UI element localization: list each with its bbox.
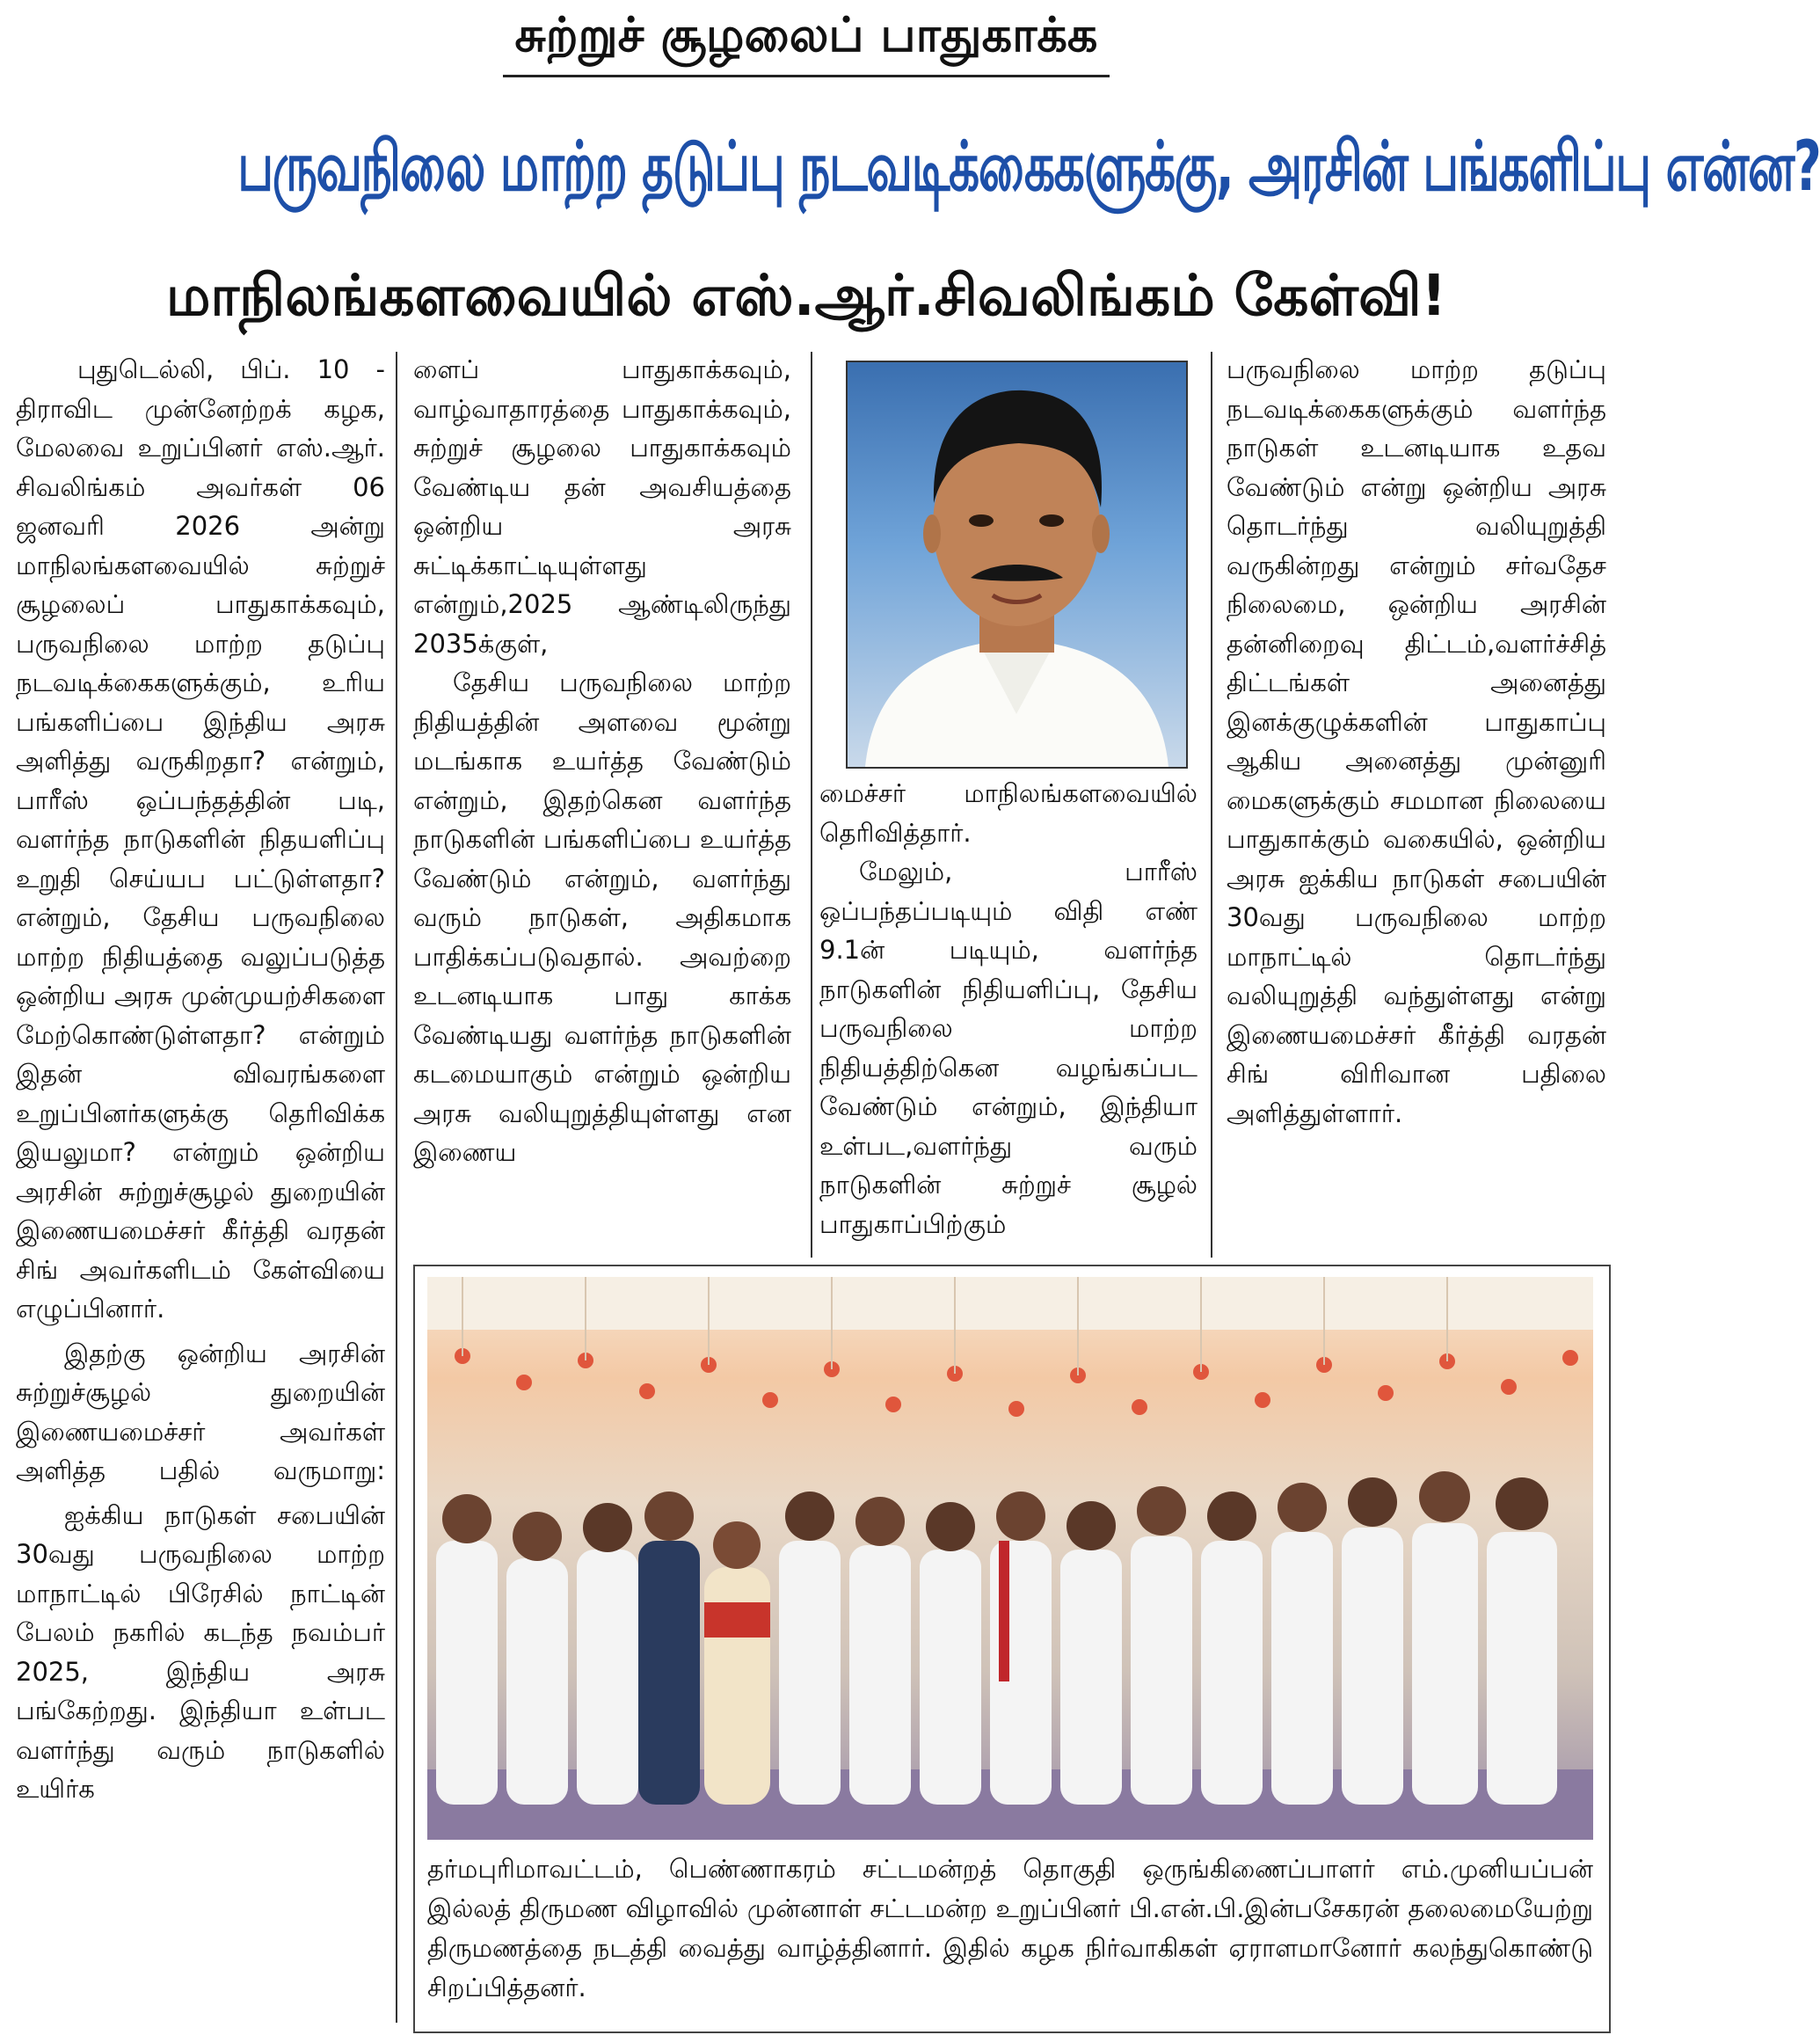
article-column-4: [1227, 350, 1606, 1256]
article-column-1: [16, 350, 385, 2021]
paragraph: இதற்கு ஒன்றிய அரசின் சுற்றுச்சூழல் துறையின் இணையமைச்சர் அவர்கள் அளித்த பதில் வருமாறு:: [16, 1338, 385, 1485]
paragraph: தேசிய பருவநிலை மாற்ற நிதியத்தின் அளவை மூன்று மடங்காக உயர்த்த வேண்டும் என்றும், இதற்கென வளர்ந்த நாடுகளின் பங்களிப்பை உயர்த்த வேண்டும் என்றும், வளர்ந்து வரும் நாடுகள், அதிகமாக பாதிக்கப்படுவதால். அவற்றை உடனடியாக பாது காக்க வேண்டியது வளர்ந்த நாடுகளின் கடமையாகும் என்றும் ஒன்றிய அரசு வலியுறுத்தியுள்ளது என இணைய: [413, 667, 791, 1167]
paragraph: ளைப் பாதுகாக்கவும், வாழ்வாதாரத்தை பாதுகாக்கவும், சுற்றுச் சூழலை பாதுகாக்கவும் வேண்டிய தன் அவசியத்தை ஒன்றிய அரசு சுட்டிக்காட்டியுள்ளது என்றும்,2025 ஆண்டிலிருந்து 2035க்குள்,: [413, 354, 791, 659]
paragraph: பருவநிலை மாற்ற தடுப்பு நடவடிக்கைகளுக்கும் வளர்ந்த நாடுகள் உடனடியாக உதவ வேண்டும் என்று ஒன்றிய அரசு தொடர்ந்து வலியுறுத்தி வருகின்றது என்றும் சர்வதேச நிலைமை, ஒன்றிய அரசின் தன்னிறைவு திட்டம்,வளர்ச்சித் திட்டங்கள் அனைத்து இனக்குழுக்களின் பாதுகாப்பு ஆகிய அனைத்து முன்னுரி மைகளுக்கும் சமமான நிலையை பாதுகாக்கும் வகையில், ஒன்றிய அரசு ஐக்கிய நாடுகள் சபையின் 30வது பருவநிலை மாற்ற மாநாட்டில் தொடர்ந்து வலியுறுத்தி வந்துள்ளது என்று இணையமைச்சர் கீர்த்தி வரதன் சிங் விரிவான பதிலை அளித்துள்ளார்.: [1227, 354, 1606, 1128]
portrait-photo: [846, 361, 1188, 769]
group-photo-illustration: [427, 1277, 1593, 1840]
article-column-3: [819, 774, 1198, 1258]
paragraph: புதுடெல்லி, பிப். 10 - திராவிட முன்னேற்றக் கழக, மேலவை உறுப்பினர் எஸ்.ஆர். சிவலிங்கம் அவர்கள் 06 ஜனவரி 2026 அன்று மாநிலங்களவையில் சுற்றுச் சூழலைப் பாதுகாக்கவும், பருவநிலை மாற்ற தடுப்பு நடவடிக்கைகளுக்கும், உரிய பங்களிப்பை இந்திய அரசு அளித்து வருகிறதா? என்றும், பாரீஸ் ஒப்பந்தத்தின் படி, வளர்ந்த நாடுகளின் நிதயளிப்பு உறுதி செய்யப பட்டுள்ளதா? என்றும், தேசிய பருவநிலை மாற்ற நிதியத்தை வலுப்படுத்த ஒன்றிய அரசு முன்முயற்சிகளை மேற்கொண்டுள்ளதா? என்றும் இதன் விவரங்களை உறுப்பினர்களுக்கு தெரிவிக்க இயலுமா? என்றும் ஒன்றிய அரசின் சுற்றுச்சூழல் துறையின் இணையமைச்சர் கீர்த்தி வரதன் சிங் அவர்களிடம் கேள்வியை எழுப்பினார்.: [16, 354, 385, 1324]
paragraph: ஐக்கிய நாடுகள் சபையின் 30வது பருவநிலை மாற்ற மாநாட்டில் பிரேசில் நாட்டின் பேலம் நகரில் கடந்த நவம்பர் 2025, இந்திய அரசு பங்கேற்றது. இந்தியா உள்பட வளர்ந்து வரும் நாடுகளில் உயிர்க: [16, 1499, 385, 1804]
column-rule: [396, 352, 397, 2023]
portrait-illustration: [848, 362, 1186, 767]
article-column-2: [413, 350, 791, 1256]
photo-caption: தர்மபுரிமாவட்டம், பெண்ணாகரம் சட்டமன்றத் தொகுதி ஒருங்கிணைப்பாளர் எம்.முனியப்பன் இல்லத் திருமண விழாவில் முன்னாள் சட்டமன்ற உறுப்பினர் பி.என்.பி.இன்பசேகரன் தலைமையேற்று திருமணத்தை நடத்தி வைத்து வாழ்த்தினார். இதில் கழக நிர்வாகிகள் ஏராளமானோர் கலந்துகொண்டு சிறப்பித்தனர்.: [427, 1854, 1593, 2002]
column-rule: [1211, 352, 1212, 1258]
subheadline: மாநிலங்களவையில் எஸ்.ஆர்.சிவலிங்கம் கேள்வி!: [165, 264, 1447, 329]
paragraph: மேலும், பாரீஸ் ஒப்பந்தப்படியும் விதி எண் 9.1ன் படியும், வளர்ந்த நாடுகளின் நிதியளிப்பு, தேசிய பருவநிலை மாற்ற நிதியத்திற்கென வழங்கப்பட வேண்டும் என்றும், இந்தியா உள்பட,வளர்ந்து வரும் நாடுகளின் சுற்றுச் சூழல் பாதுகாப்பிற்கும்: [819, 857, 1198, 1239]
headline: பருவநிலை மாற்ற தடுப்பு நடவடிக்கைகளுக்கு, அரசின் பங்களிப்பு என்ன?: [237, 128, 1820, 207]
kicker-text: சுற்றுச் சூழலைப் பாதுகாக்க: [503, 7, 1110, 77]
group-photo: [427, 1277, 1593, 1840]
kicker-banner: [0, 7, 1613, 77]
paragraph: மைச்சர் மாநிலங்களவையில் தெரிவித்தார்.: [819, 778, 1198, 848]
column-rule: [811, 352, 812, 1258]
